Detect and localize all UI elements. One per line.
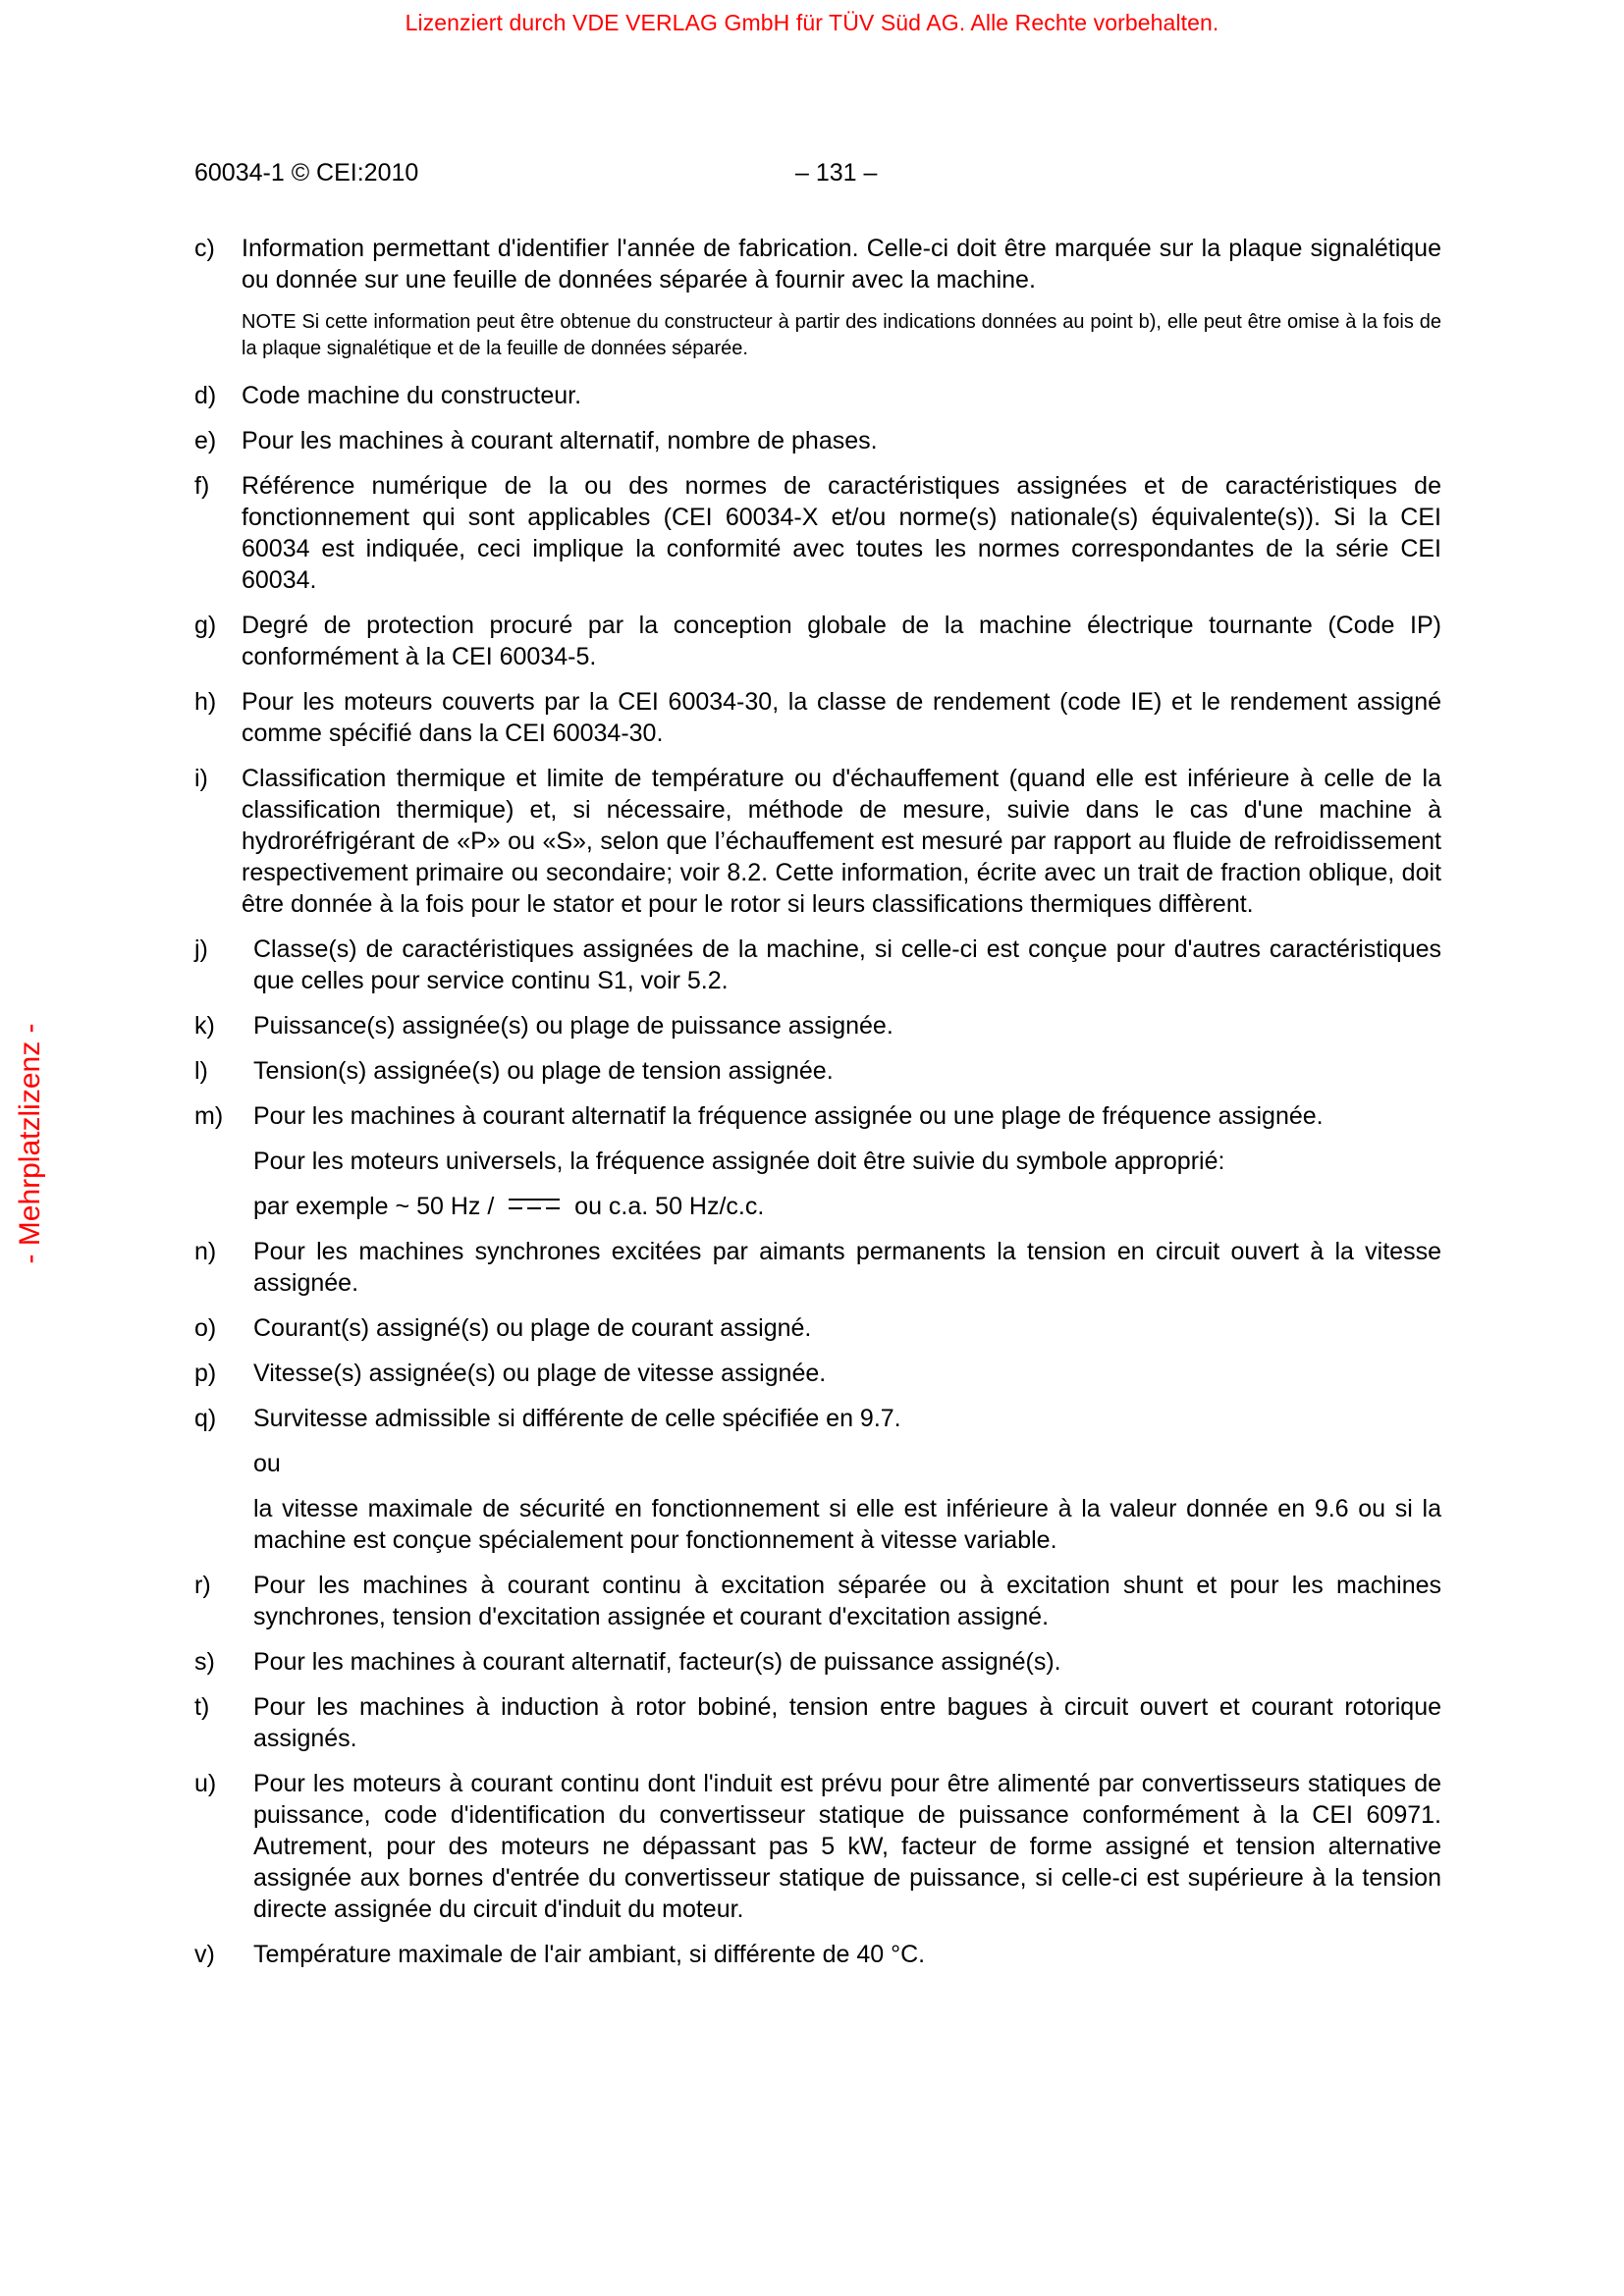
item-label: j) [194, 935, 208, 963]
item-label: l) [194, 1057, 208, 1085]
list-item-r [194, 1570, 1441, 1632]
item-example [253, 1191, 1441, 1222]
item-label: d) [194, 382, 217, 409]
item-label: f) [194, 472, 210, 500]
item-text: Pour les machines à courant continu à excitation séparée ou à excitation shunt et pour les machines synchrones, tension d'excitation assignée et courant d'excitation assigné. [253, 1572, 1441, 1630]
list-item-p [194, 1358, 1441, 1389]
license-watermark-top: Lizenziert durch VDE VERLAG GmbH für TÜV Süd AG. Alle Rechte vorbehalten. [405, 10, 1219, 35]
item-label: u) [194, 1770, 217, 1797]
item-label: v) [194, 1941, 215, 1968]
item-text: Survitesse admissible si différente de celle spécifiée en 9.7. [253, 1405, 901, 1432]
item-label: k) [194, 1012, 215, 1040]
item-text: Tension(s) assignée(s) ou plage de tension assignée. [253, 1057, 834, 1085]
list-item-i [194, 763, 1441, 920]
list-item-m [194, 1100, 1441, 1222]
list-item-d [194, 380, 1441, 411]
item-subtext: la vitesse maximale de sécurité en fonctionnement si elle est inférieure à la valeur donnée en 9.6 ou si la machine est conçue spécialement pour fonctionnement à vitesse variable. [253, 1495, 1441, 1554]
item-text: Pour les moteurs à courant continu dont l'induit est prévu pour être alimenté par convertisseurs statiques de puissance, code d'identification du convertisseur statique de puissance conformément à la CEI 60971. Autrement, pour des moteurs ne dépassant pas 5 kW, facteur de forme assigné et tension alternative assignée aux bornes d'entrée du convertisseur statique de puissance, si celle-ci est supérieure à la tension directe assignée du circuit d'induit du moteur. [253, 1770, 1441, 1923]
item-text: Pour les moteurs couverts par la CEI 60034-30, la classe de rendement (code IE) et le rendement assigné comme spécifié dans la CEI 60034-30. [242, 688, 1441, 747]
list-item-v [194, 1939, 1441, 1970]
item-text: Code machine du constructeur. [242, 382, 582, 409]
list-item-n [194, 1236, 1441, 1299]
list-item-u [194, 1768, 1441, 1925]
item-text: Pour les machines synchrones excitées par aimants permanents la tension en circuit ouvert à la vitesse assignée. [253, 1238, 1441, 1297]
license-watermark-side: - Mehrplatzlizenz - [14, 1023, 46, 1264]
item-label: p) [194, 1360, 217, 1387]
item-label: e) [194, 427, 217, 454]
item-label: t) [194, 1693, 210, 1721]
example-suffix: ou c.a. 50 Hz/c.c. [574, 1193, 765, 1220]
page-number: – 131 – [795, 159, 878, 187]
item-text: Pour les machines à courant alternatif la fréquence assignée ou une plage de fréquence assignée. [253, 1102, 1324, 1130]
item-text: Puissance(s) assignée(s) ou plage de puissance assignée. [253, 1012, 893, 1040]
list-item-f [194, 470, 1441, 596]
item-label: r) [194, 1572, 211, 1599]
document-reference: 60034-1 © CEI:2010 [194, 159, 419, 187]
item-label: o) [194, 1314, 217, 1342]
item-text: Pour les machines à courant alternatif, facteur(s) de puissance assigné(s). [253, 1648, 1061, 1676]
list-item-o [194, 1312, 1441, 1344]
list-item-h [194, 686, 1441, 749]
item-label: m) [194, 1102, 224, 1130]
item-text: Classification thermique et limite de température ou d'échauffement (quand elle est inférieure à celle de la classification thermique) et, si nécessaire, méthode de mesure, suivie dans le cas d'une machine à hydroréfrigérant de «P» ou «S», selon que l’échauffement est mesuré par rapport au fluide de refroidissement respectivement primaire ou secondaire; voir 8.2. Cette information, écrite avec un trait de fraction oblique, doit être donnée à la fois pour le stator et pour le rotor si leurs classifications thermiques diffèrent. [242, 765, 1441, 918]
list-item-j [194, 934, 1441, 996]
list-item-e [194, 425, 1441, 456]
list-item-q [194, 1403, 1441, 1556]
item-text: Pour les machines à induction à rotor bobiné, tension entre bagues à circuit ouvert et courant rotorique assignés. [253, 1693, 1441, 1752]
item-label: h) [194, 688, 217, 716]
item-label: s) [194, 1648, 215, 1676]
item-text: Température maximale de l'air ambiant, si différente de 40 °C. [253, 1941, 926, 1968]
note: NOTE Si cette information peut être obtenue du constructeur à partir des indications données au point b), elle peut être omise à la fois de la plaque signalétique et de la feuille de données séparée. [242, 311, 1441, 359]
list-item-t [194, 1691, 1441, 1754]
item-subtext: ou [253, 1450, 281, 1477]
list-item-g [194, 610, 1441, 672]
list-item-k [194, 1010, 1441, 1041]
list-item-l [194, 1055, 1441, 1087]
page-header [194, 159, 1441, 194]
example-prefix: par exemple ~ 50 Hz / [253, 1193, 495, 1220]
item-label: c) [194, 235, 215, 262]
item-label: g) [194, 612, 217, 639]
item-text: Vitesse(s) assignée(s) ou plage de vitesse assignée. [253, 1360, 827, 1387]
item-subtext: Pour les moteurs universels, la fréquence assignée doit être suivie du symbole approprié: [253, 1148, 1225, 1175]
item-text: Pour les machines à courant alternatif, nombre de phases. [242, 427, 878, 454]
item-text: Courant(s) assigné(s) ou plage de courant assigné. [253, 1314, 812, 1342]
direct-current-symbol-icon [507, 1195, 562, 1216]
item-label: i) [194, 765, 208, 792]
item-text: Classe(s) de caractéristiques assignées de la machine, si celle-ci est conçue pour d'autres caractéristiques que celles pour service continu S1, voir 5.2. [253, 935, 1441, 994]
item-label: n) [194, 1238, 217, 1265]
item-text: Degré de protection procuré par la conception globale de la machine électrique tournante (Code IP) conformément à la CEI 60034-5. [242, 612, 1441, 670]
item-text: Référence numérique de la ou des normes de caractéristiques assignées et de caractéristiques de fonctionnement qui sont applicables (CEI 60034-X et/ou norme(s) nationale(s) équivalente(s)). Si la CEI 60034 est indiquée, ceci implique la conformité avec toutes les normes correspondantes de la série CEI 60034. [242, 472, 1441, 594]
list-item-s [194, 1646, 1441, 1678]
list-item-c [194, 233, 1441, 295]
item-label: q) [194, 1405, 217, 1432]
document-body [194, 233, 1441, 1984]
item-text: Information permettant d'identifier l'année de fabrication. Celle-ci doit être marquée sur la plaque signalétique ou donnée sur une feuille de données séparée à fournir avec la machine. [242, 235, 1441, 294]
